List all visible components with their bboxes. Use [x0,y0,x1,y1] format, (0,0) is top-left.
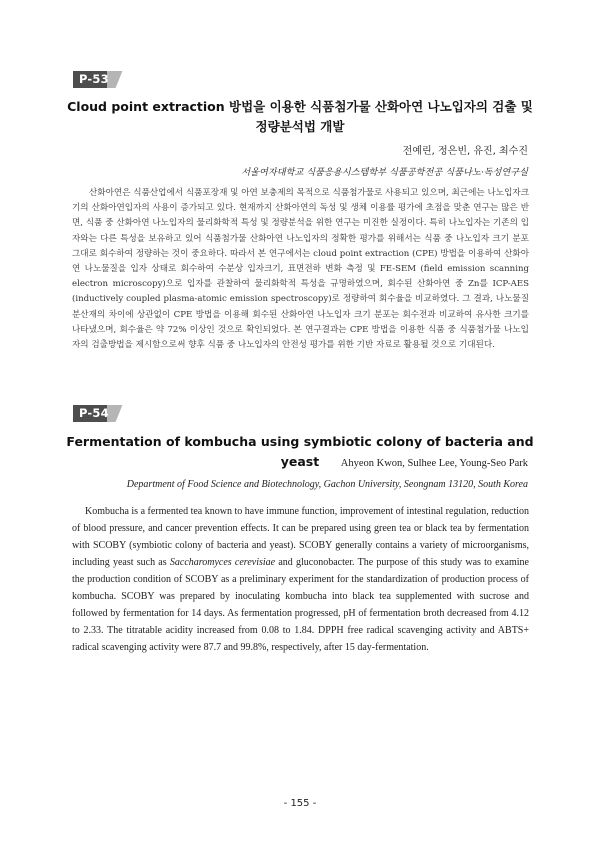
title-line-1: Cloud point extraction 방법을 이용한 식품첨가물 산화아연 나노입자의 검출 및 [67,99,533,114]
abstract-paragraph: 산화아연은 식품산업에서 식품포장재 및 아연 보충제의 목적으로 식품첨가물로 사용되고 있으며, 최근에는 나노입자크기의 산화아연입자의 사용이 증가되고 있다. 현재까지 산화아연의 독성 및 생체 이용률 평가에 초점을 맞춘 연구는 많은 반면, 식품 중 산화아연 나노입자의 물리화학적 특성 및 정량분석을 위한 연구는 미진한 실정이다. 특히 나노입자는 기존의 입자와는 다른 특성을 보유하고 있어 식품첨가물 산화아연 나노입자의 정확한 평가를 위해서는 식품 중 나노입자 크기 분포 그대로 회수하여 정량하는 것이 중요하다. 따라서 본 연구에서는 cloud point extraction (CPE) 방법을 이용하여 산화아연 나노물질을 입자 상태로 회수하여 수분상 입자크기, 표면전하 변화 측정 및 FE-SEM (field emission scanning electron microscopy)으로 입자를 관찰하여 물리화학적 특성을 규명하였으며, 회수된 산화아연 중 Zn를 ICP-AES (inductively coupled plasma-atomic emission spectroscopy)로 정량하여 회수율을 비교하였다. 그 결과, 나노물질 분산재의 차이에 상관없이 CPE 방법을 이용해 회수된 산화아연 나노입자 크기 분포는 회수전과 비교하여 유사한 크기를 나타냈으며, 회수율은 약 72% 이상인 것으로 확인되었다. 본 연구결과는 CPE 방법을 이용한 식품 중 식품첨가물 나노입자의 검출방법을 제시함으로써 향후 식품 중 나노입자의 안전성 평가를 위한 기반 자료로 활용될 것으로 기대된다. [72,188,529,351]
abstract-body [72,503,529,656]
title-line-2: 정량분석법 개발 [255,119,345,134]
abstract-number-badge: P-54 [73,405,119,422]
abstract-paragraph: Kombucha is a fermented tea known to have immune function, improvement of intestinal regulation, reduction of blood pressure, and cancer prevention effects. It can be prepared using green tea or black tea by fermentation with SCOBY (symbiotic colony of bacteria and yeast). SCOBY generally contains a variety of microorganisms, including yeast such as Saccharomyces cerevisiae and gluconobacter. The purpose of this study was to examine the production condition of SCOBY as a preliminary experiment for the standardization of production process of kombucha. SCOBY was prepared by inoculating kombucha into black tea supplemented with sucrose and followed by fermentation for 14 days. As fermentation progressed, pH of fermentation broth decreased from 4.12 to 2.33. The titratable acidity increased from 0.08 to 1.84. DPPH free radical scavenging activity and ABTS+ radical scavenging activity were 87.7 and 99.8%, respectively, after 15 day-fermentation. [72,506,529,653]
abstract-title [50,97,550,137]
page-number: - 155 - [283,798,317,809]
affiliation: 서울여자대학교 식품응용시스템학부 식품공학전공 식품나노·독성연구실 [241,167,528,178]
abstract-body [72,186,529,353]
author-list: Ahyeon Kwon, Sulhee Lee, Young-Seo Park [340,458,528,469]
affiliation: Department of Food Science and Biotechnology, Gachon University, Seongnam 13120, South Korea [126,479,528,490]
species-name: Saccharomyces cerevisiae [169,557,276,568]
abstract-number-badge: P-53 [73,71,119,88]
abstract-title: Fermentation of kombucha using symbiotic colony of bacteria and yeast [66,434,534,469]
author-list: 전예린, 정은빈, 유진, 최수진 [402,146,528,157]
